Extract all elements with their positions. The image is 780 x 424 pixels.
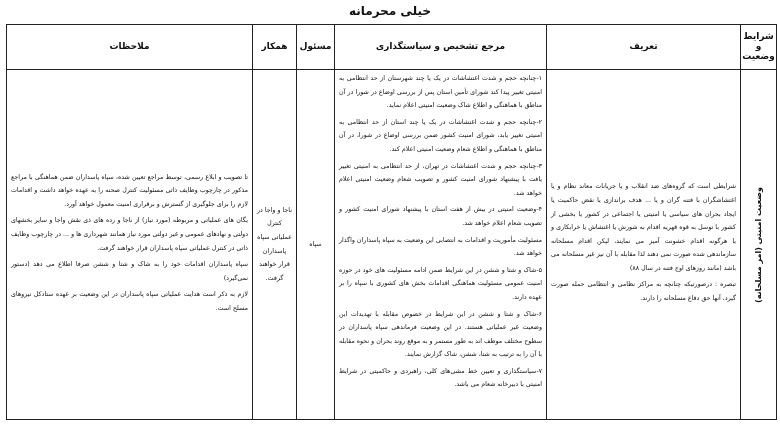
header-partner: همکار [253,25,297,70]
header-authority: مرجع تشخیص و سیاستگذاری [335,25,547,70]
authority-item-2: ۲-چنانچه حجم و شدت اغتشاشات در یک یا چند استان از حد انتظامی به امنیتی تغییر یابد، شورای امنیت کشور ضمن بررسی اوضاع در شورا، در آن مناطق با هماهنگی و اطلاع شعام وضعیت امنیتی اعلام کند. [339,118,542,153]
header-responsible: مسئول [297,25,335,70]
table-row [7,70,777,420]
cell-definition [547,70,741,420]
cell-remarks [7,70,253,420]
remarks-item-1: تا تصویب و ابلاغ رسمی، توسط مراجع تعیین شده، سپاه پاسداران ضمن هماهنگی با مراجع مذکور در چارچوب وظایف ذاتی مسئولیت کنترل صحنه را به عهده خواهد داشت و اقدامات لازم را برای جلوگیری از گسترش و برقراری امنیت معمول خواهد آورد. [11,173,248,208]
partner-text: ناجا و واجا در کنترل عملیاتی سپاه پاسداران قرار خواهند گرفت. [257,206,292,282]
definition-text: شرایطی است که گروه‌های ضد انقلاب و یا جریانات معاند نظام و یا اغتشاشگران با فتنه گران و یا ... هدف براندازی یا نقض حاکمیت یا ایجاد بحران های سیاسی یا امنیتی یا اجتماعی در کشور یا بخشی از کشور با توسل به قوه قهریه اقدام به شورش یا اغتشاش یا خرابکاری و یا هرگونه اقدام خشونت آمیز می نمایند، لیکن اقدام مسلحانه سازماندهی شده صورت نمی دهند لذا مقابله با آن نیز غیر مسلحانه می باشد (مانند روزهای اوج فتنه در سال ۸۸) [551,183,736,272]
authority-item-5: مسئولیت مأموریت و اقدامات به انتصابی این وضعیت به سپاه پاسداران واگذار خواهد شد. [339,236,542,258]
remarks-item-2: یگان های عملیاتی و مربوطه (مورد نیاز) از ناجا و رده های ذی نقش واجا و سایر بخشهای دولتی و نهادهای عمومی و غیر دولتی مورد نیاز همانند شهرداری ها و ... در چارچوب وظایف ذاتی در کنترل عملیاتی سپاه پاسداران قرار خواهند گرفت. [11,217,248,252]
authority-item-3: ۳-چنانچه حجم و شدت اغتشاشات در تهران، از حد انتظامی به امنیتی تغییر یافت با پیشنهاد شورای امنیت کشور و تصویب شعام وضعیت امنیتی اعلام خواهد شد. [339,162,542,197]
cell-partner [253,70,297,420]
cell-responsible [297,70,335,420]
security-status-table [6,24,777,420]
table-header-row [7,25,777,70]
definition-note: تبصره : درصورتیکه چنانچه به مراکز نظامی و انتظامی حمله صورت گیرد، آنها حق دفاع مسلحانه را دارند. [551,281,736,303]
header-remarks: ملاحظات [7,25,253,70]
responsible-text: سپاه [309,240,322,248]
authority-item-4: ۴-وضعیت امنیتی در بیش از هفت استان با پیشنهاد شورای امنیت کشور و تصویب شعام اعلام خواهد شد. [339,206,542,227]
cell-conditions [741,70,777,420]
authority-item-8: ۷-سیاستگذاری و تعیین خط مشی‌های کلی، راهبردی و حاکمیتی در شرایط امنیتی با دبیرخانه شعام می باشد. [339,367,542,389]
remarks-item-4: لازم به ذکر است هدایت عملیاتی سپاه پاسداران در این وضعیت بر عهده ستادکل نیروهای مسلح است. [11,291,248,312]
remarks-item-3: سپاه پاسداران اقدامات خود را به شاک و شتا و ششن صرفا اطلاع می دهد (دستور نمی‌گیرد) [11,261,248,282]
authority-item-6: ۵-شاک و شتا و ششن در این شرایط ضمن ادامه مسئولیت های خود در حوزه امنیت عمومی مسئولیت هماهنگی اقدامات بخش های کشوری با سپاه را بر عهده دارند. [339,266,542,301]
header-definition: تعریف [547,25,741,70]
header-conditions: شرایط و وضعیت [741,25,777,70]
authority-item-7: ۶-شاک و شتا و ششن در این شرایط در خصوص مقابله با تهدیدات این وضعیت غیر عملیاتی هستند. در این وضعیت فرماندهی سپاه پاسداران در سطوح مختلف موظف اند به طور مستمر و به موقع روند بحران و نحوه مقابله با آن را به ترتیب به شتا، ششن، شاک گزارش نمایند. [339,310,542,359]
cell-authority [335,70,547,420]
classification-header: خیلی محرمانه [348,4,432,18]
authority-item-1: ۱-چنانچه حجم و شدت اغتشاشات در یک یا چند شهرستان از حد انتظامی به امنیتی تغییر پیدا کند شورای تأمین استان پس از بررسی اوضاع در شورا در آن مناطق با هماهنگی و اطلاع شاک وضعیت امنیتی اعلام نماید. [339,75,542,110]
conditions-text: وضعیت امنیتی (امر مسلحانه) [754,186,763,303]
